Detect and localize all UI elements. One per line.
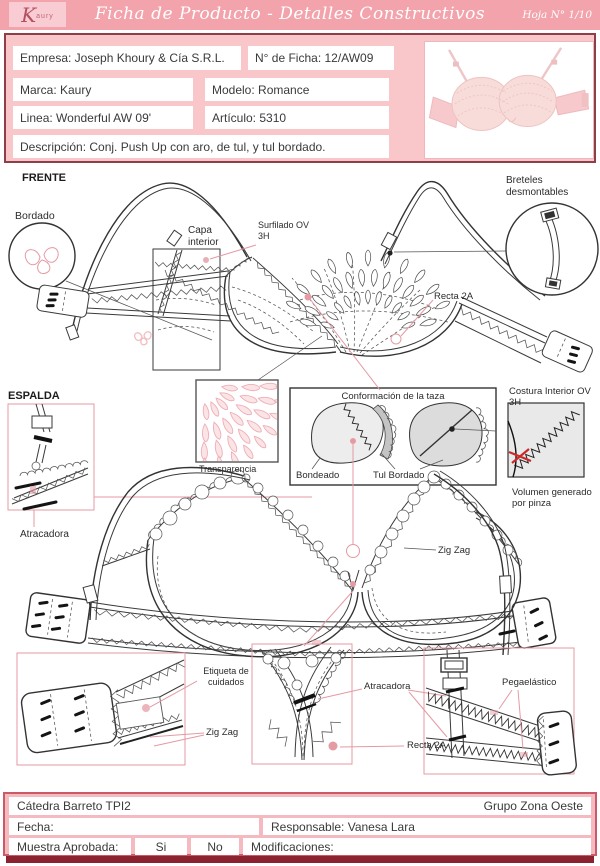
label-pegaelastico: Pegaelástico <box>502 677 557 688</box>
field-descripcion: Descripción: Conj. Push Up con aro, de tul, y tul bordado. <box>13 135 389 158</box>
field-num-ficha: N° de Ficha: 12/AW09 <box>248 46 394 70</box>
label-costura-interior: Costura Interior OV 3H <box>509 386 591 409</box>
sheet-title: Ficha de Producto - Detalles Constructivos <box>94 4 486 24</box>
field-articulo: Artículo: 5310 <box>205 106 389 129</box>
front-hook-tab-right <box>541 329 594 373</box>
back-hook-tab-left <box>25 592 91 644</box>
product-photo <box>424 41 594 159</box>
back-heading: ESPALDA <box>8 390 60 402</box>
label-bordado: Bordado <box>15 210 55 222</box>
info-panel <box>4 33 596 163</box>
fecha-field: Fecha: <box>9 818 259 835</box>
label-recta-2a-bottom: Recta 2A <box>407 740 447 751</box>
front-view-drawing <box>9 182 598 374</box>
bottom-rule <box>6 856 594 863</box>
brand-logo <box>9 2 66 27</box>
label-bondeado: Bondeado <box>296 470 340 481</box>
label-zigzag-back: Zig Zag <box>438 545 471 556</box>
modificaciones-field: Modificaciones: <box>243 838 591 855</box>
brand-logo-text: aury <box>36 13 54 20</box>
bottom-details-drawing <box>17 644 577 776</box>
label-recta-2a-front: Recta 2A <box>434 291 474 302</box>
front-hook-tab-left <box>36 284 89 318</box>
care-label <box>116 697 164 730</box>
field-marca: Marca: Kaury <box>13 78 193 101</box>
front-heading: FRENTE <box>22 172 66 184</box>
label-surfilado: Surfilado OV 3H <box>258 220 310 241</box>
footer-panel <box>3 792 597 856</box>
field-linea: Linea: Wonderful AW 09' <box>13 106 193 129</box>
label-breteles: Breteles desmontables <box>506 175 569 198</box>
label-atracadora-back: Atracadora <box>20 529 69 540</box>
label-zigzag-bottom: Zig Zag <box>206 727 239 738</box>
grupo-text: Grupo Zona Oeste <box>483 799 583 813</box>
brand-logo-initial: K <box>21 2 37 27</box>
responsable-field: Responsable: Vanesa Lara <box>263 818 591 835</box>
wing-embroidery-motif <box>135 332 151 345</box>
middle-details-drawing <box>196 294 584 558</box>
hook-eye-closure <box>20 682 117 754</box>
header-bar <box>0 0 600 30</box>
label-conformacion: Conformación de la taza <box>341 391 445 402</box>
sheet-number: Hoja N° 1/10 <box>522 9 592 21</box>
catedra-text: Cátedra Barreto TPI2 <box>17 799 131 813</box>
muestra-si-cell: Si <box>135 838 187 855</box>
muestra-no-cell: No <box>191 838 239 855</box>
product-photo-image <box>425 42 593 158</box>
label-transparencia: Transparencia <box>199 464 257 474</box>
strap-detail-circle <box>506 203 598 295</box>
elastic-hook-tab <box>537 710 577 775</box>
label-volumen: Volumen generado por pinza <box>512 487 592 510</box>
label-capa-interior: Capa interior <box>188 225 219 248</box>
field-empresa: Empresa: Joseph Khoury & Cía S.R.L. <box>13 46 241 70</box>
back-hook-tab-right <box>511 597 556 649</box>
label-etiqueta: Etiqueta de cuidados <box>203 666 249 687</box>
embroidery-detail-circle <box>9 223 75 289</box>
field-modelo: Modelo: Romance <box>205 78 389 101</box>
muestra-label: Muestra Aprobada: <box>9 838 131 855</box>
footer-row-catedra <box>9 797 591 815</box>
label-atracadora-bottom: Atracadora <box>364 681 411 692</box>
label-tul-bordado: Tul Bordado <box>373 470 425 481</box>
